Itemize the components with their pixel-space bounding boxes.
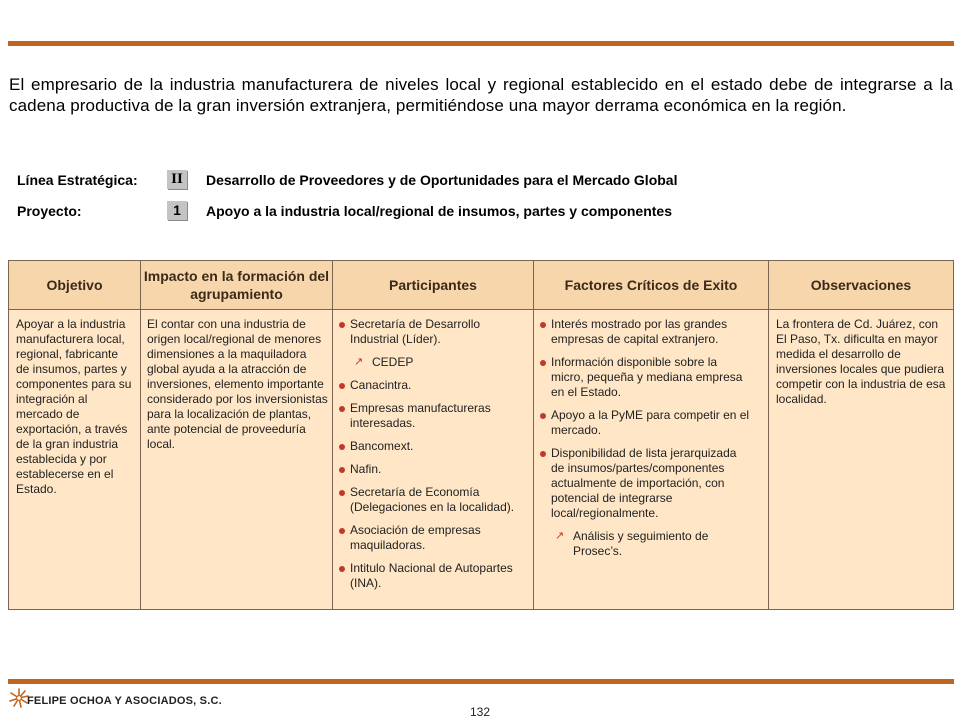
- header-factores: Factores Críticos de Exito: [564, 277, 738, 293]
- list-item: Secretaría de Desarrollo Industrial (Líder).: [339, 317, 529, 347]
- proyecto-label: Proyecto:: [17, 203, 82, 219]
- list-item: [540, 529, 752, 559]
- header-objetivo: Objetivo: [46, 277, 103, 293]
- list-item: Apoyo a la PyME para competir en el mercado.: [540, 408, 752, 438]
- linea-estrategica-text: Desarrollo de Proveedores y de Oportunidades para el Mercado Global: [206, 172, 678, 188]
- project-table: [8, 260, 954, 610]
- list-item: [339, 355, 529, 370]
- cell-objetivo: Apoyar a la industria manufacturera local, regional, fabricante de insumos, partes y componentes para su integración al mercado de exportación, a través de la gran industria establecida y por establecerse en el Estado.: [16, 317, 132, 496]
- list-item-text: CEDEP: [372, 355, 414, 369]
- page-number: 132: [470, 705, 491, 719]
- list-item: Secretaría de Economía (Delegaciones en la localidad).: [339, 485, 529, 515]
- list-item-text: Análisis y seguimiento de Prosec’s.: [573, 529, 709, 558]
- proyecto-text: Apoyo a la industria local/regional de insumos, partes y componentes: [206, 203, 672, 219]
- cell-impacto: El contar con una industria de origen local/regional de menores dimensiones a la maquiladora global ayuda a la atracción de inversiones, elemento importante considerado por los inversionistas para la localización de plantas, ante potencial de proveeduría local.: [147, 317, 328, 451]
- top-divider-bar: [8, 41, 954, 46]
- intro-paragraph: El empresario de la industria manufacturera de niveles local y regional establecido en el estado debe de integrarse a la cadena productiva de la gran inversión extranjera, permitiéndose una mayor derrama económica en la región.: [9, 75, 953, 115]
- list-item: Información disponible sobre la micro, pequeña y mediana empresa en el Estado.: [540, 355, 752, 400]
- cell-participantes: [339, 317, 529, 599]
- column-divider: [332, 261, 333, 609]
- arrow-icon: ↗: [555, 530, 565, 542]
- list-item: Empresas manufactureras interesadas.: [339, 401, 529, 431]
- bottom-divider-bar: [8, 679, 954, 684]
- company-name: FELIPE OCHOA Y ASOCIADOS, S.C.: [27, 695, 222, 707]
- header-observaciones: Observaciones: [810, 277, 912, 293]
- list-item: Canacintra.: [339, 378, 529, 393]
- header-impacto: Impacto en la formación del agrupamiento: [143, 268, 330, 302]
- linea-badge: II: [167, 170, 187, 189]
- list-item: Interés mostrado por las grandes empresas de capital extranjero.: [540, 317, 752, 347]
- arrow-icon: ↗: [354, 356, 364, 368]
- list-item: Asociación de empresas maquiladoras.: [339, 523, 529, 553]
- linea-estrategica-label: Línea Estratégica:: [17, 172, 138, 188]
- column-divider: [533, 261, 534, 609]
- cell-factores: [540, 317, 752, 567]
- column-divider: [140, 261, 141, 609]
- cell-observaciones: La frontera de Cd. Juárez, con El Paso, Tx. dificulta en mayor medida el desarrollo de inversiones locales que pudiera competir con la industria de esa localidad.: [776, 317, 946, 406]
- list-item: Disponibilidad de lista jerarquizada de insumos/partes/componentes actualmente de importación, con potencial de integrarse local/regionalmente.: [540, 446, 752, 521]
- proyecto-badge: 1: [167, 201, 187, 220]
- list-item: Bancomext.: [339, 439, 529, 454]
- list-item: Nafin.: [339, 462, 529, 477]
- list-item: Intitulo Nacional de Autopartes (INA).: [339, 561, 529, 591]
- column-divider: [768, 261, 769, 609]
- header-participantes: Participantes: [389, 277, 477, 293]
